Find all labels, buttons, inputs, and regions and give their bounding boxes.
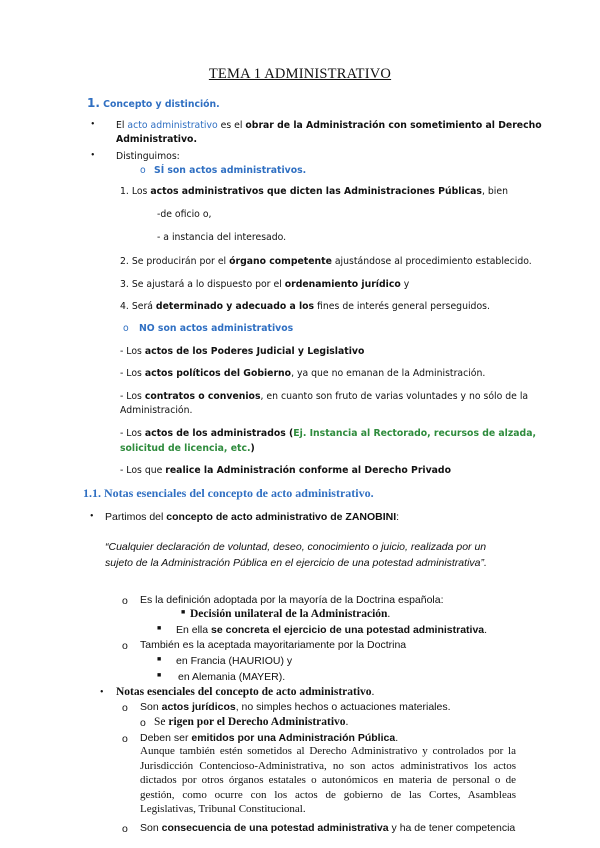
text: Se xyxy=(154,716,169,728)
bold-text: actos de los administrados xyxy=(144,428,286,439)
si-item-1-sub-1: -de oficio o, xyxy=(157,209,212,220)
doctrine-line: Es la definición adoptada por la mayoría de la Doctrina española: xyxy=(140,594,444,606)
text: y ha de tener competencia xyxy=(388,822,516,834)
bold-text: actos administrativos que dicten las Administraciones Públicas xyxy=(150,186,482,197)
unilateral-decision xyxy=(190,608,390,620)
term-acto-administrativo: acto administrativo xyxy=(127,120,218,131)
bullet-icon: • xyxy=(100,687,104,698)
bullet-icon: • xyxy=(91,150,95,161)
bold-text: consecuencia de una potestad administrativa xyxy=(161,822,389,834)
distinguimos-label: Distinguimos: xyxy=(116,151,180,162)
text: - Los que xyxy=(120,465,166,476)
no-item-2 xyxy=(120,368,485,379)
square-bullet-icon: ■ xyxy=(157,672,162,679)
note-2 xyxy=(154,716,348,728)
text: 1. Los xyxy=(120,186,151,197)
text: ( xyxy=(285,428,294,439)
si-heading: SÍ son actos administrativos. xyxy=(154,165,307,176)
text: . xyxy=(371,686,375,698)
circle-bullet-icon: o xyxy=(122,640,128,652)
france-line: en Francia (HAURIOU) y xyxy=(176,655,293,667)
circle-bullet-icon: o xyxy=(140,165,146,176)
bold-text: actos de los Poderes Judicial y Legislativo xyxy=(144,346,365,357)
text: 3. Se ajustará a lo dispuesto por el xyxy=(120,279,285,290)
square-bullet-icon: ■ xyxy=(181,609,186,616)
note-4 xyxy=(140,822,515,834)
bold-text: actos jurídicos xyxy=(161,701,236,713)
text: Deben ser xyxy=(140,732,192,744)
definition-line-1 xyxy=(116,120,542,131)
circle-bullet-icon: o xyxy=(122,595,128,607)
si-item-4 xyxy=(120,301,490,312)
si-item-3 xyxy=(120,279,409,290)
bold-text: rigen por el Derecho Administrativo xyxy=(168,716,346,728)
text: 4. Será xyxy=(120,301,156,312)
bullet-icon: • xyxy=(91,119,95,130)
text: , bien xyxy=(481,186,508,197)
no-heading: NO son actos administrativos xyxy=(139,323,294,334)
section-1-number: 1. xyxy=(87,96,100,110)
text: . xyxy=(395,732,399,744)
text: , en cuanto son fruto de varias voluntades y no sólo de la xyxy=(260,391,529,402)
section-1-heading xyxy=(87,96,220,110)
bold-text: emitidos por una Administración Pública xyxy=(191,732,396,744)
note-1 xyxy=(140,701,451,713)
text: es el xyxy=(217,120,246,131)
text: El xyxy=(116,120,128,131)
no-item-4-line-1 xyxy=(120,428,536,439)
zanobini-quote-line-1: “Cualquier declaración de voluntad, deseo, conocimiento o juicio, realizada por un xyxy=(105,541,487,553)
no-item-3-line-1 xyxy=(120,391,529,402)
text: Son xyxy=(140,822,162,834)
page-title: TEMA 1 ADMINISTRATIVO xyxy=(208,66,392,82)
text: Partimos del xyxy=(105,511,167,523)
zanobini-line xyxy=(105,511,399,523)
text: ) xyxy=(250,443,255,454)
si-item-1-sub-2: - a instancia del interesado. xyxy=(157,232,287,243)
definition-bold: obrar de la Administración con sometimiento al Derecho xyxy=(245,120,542,131)
bold-text: se concreta el ejercicio de una potestad administrativa xyxy=(211,624,485,636)
text: - Los xyxy=(120,346,145,357)
bold-text: Decisión unilateral de la Administración xyxy=(190,608,388,620)
bold-text: Notas esenciales del concepto de acto administrativo xyxy=(116,686,372,698)
bold-text: contratos o convenios xyxy=(144,391,261,402)
circle-bullet-icon: o xyxy=(140,717,146,729)
text: : xyxy=(396,511,400,523)
text: . xyxy=(387,608,391,620)
text: En ella xyxy=(176,624,212,636)
circle-bullet-icon: o xyxy=(122,733,128,745)
bold-text: ordenamiento jurídico xyxy=(284,279,401,290)
no-item-5 xyxy=(120,465,451,476)
definition-line-2: Administrativo. xyxy=(116,134,197,145)
text: Son xyxy=(140,701,162,713)
no-item-1 xyxy=(120,346,364,357)
si-item-2 xyxy=(120,256,532,267)
text: . xyxy=(484,624,488,636)
example-text: solicitud de licencia, etc. xyxy=(120,443,251,454)
note-3-body: Aunque también estén sometidos al Derecho Administrativo y controlados por la Jurisdicción Contencioso-Administrativa, no son actos administrativos los actos dictados por otros órganos estatales o autonómicos en materia de personal o de gestión, como ocurre con los actos de gobierno de las Cortes, Asambleas Legislativas, Tribunal Constitucional. xyxy=(140,745,516,816)
text: . xyxy=(345,716,349,728)
text: ajustándose al procedimiento establecido. xyxy=(331,256,532,267)
circle-bullet-icon: o xyxy=(122,702,128,714)
square-bullet-icon: ■ xyxy=(157,656,162,663)
text: - Los xyxy=(120,391,145,402)
zanobini-quote-line-2: sujeto de la Administración Pública en el ejercicio de una potestad administrativa”. xyxy=(105,557,487,569)
no-item-4-line-2 xyxy=(120,443,255,454)
bold-text: actos políticos del Gobierno xyxy=(144,368,292,379)
text: - Los xyxy=(120,428,145,439)
accepted-line: También es la aceptada mayoritariamente por la Doctrina xyxy=(140,639,407,651)
bold-text: realice la Administración conforme al Derecho Privado xyxy=(165,465,451,476)
square-bullet-icon: ■ xyxy=(157,625,162,632)
essential-notes-heading xyxy=(116,686,374,698)
text: y xyxy=(400,279,410,290)
section-1-title: Concepto y distinción. xyxy=(103,99,220,110)
text: fines de interés general perseguidos. xyxy=(314,301,490,312)
si-item-1 xyxy=(120,186,508,197)
text: , ya que no emanan de la Administración. xyxy=(291,368,486,379)
germany-line: en Alemania (MAYER). xyxy=(178,671,286,683)
section-1-1-heading: 1.1. Notas esenciales del concepto de acto administrativo. xyxy=(83,486,374,500)
bold-text: concepto de acto administrativo de ZANOBINI xyxy=(166,511,397,523)
circle-bullet-icon: o xyxy=(122,823,128,835)
circle-bullet-icon: o xyxy=(123,323,129,334)
text: , no simples hechos o actuaciones materiales. xyxy=(235,701,451,713)
potestad-line xyxy=(176,624,487,636)
no-item-3-line-2: Administración. xyxy=(120,405,193,416)
bullet-icon: • xyxy=(90,511,94,522)
bold-text: determinado y adecuado a los xyxy=(155,301,315,312)
text: 2. Se producirán por el xyxy=(120,256,230,267)
example-text: Ej. Instancia al Rectorado, recursos de alzada, xyxy=(293,428,537,439)
note-3 xyxy=(140,732,398,744)
text: - Los xyxy=(120,368,145,379)
bold-text: órgano competente xyxy=(229,256,332,267)
